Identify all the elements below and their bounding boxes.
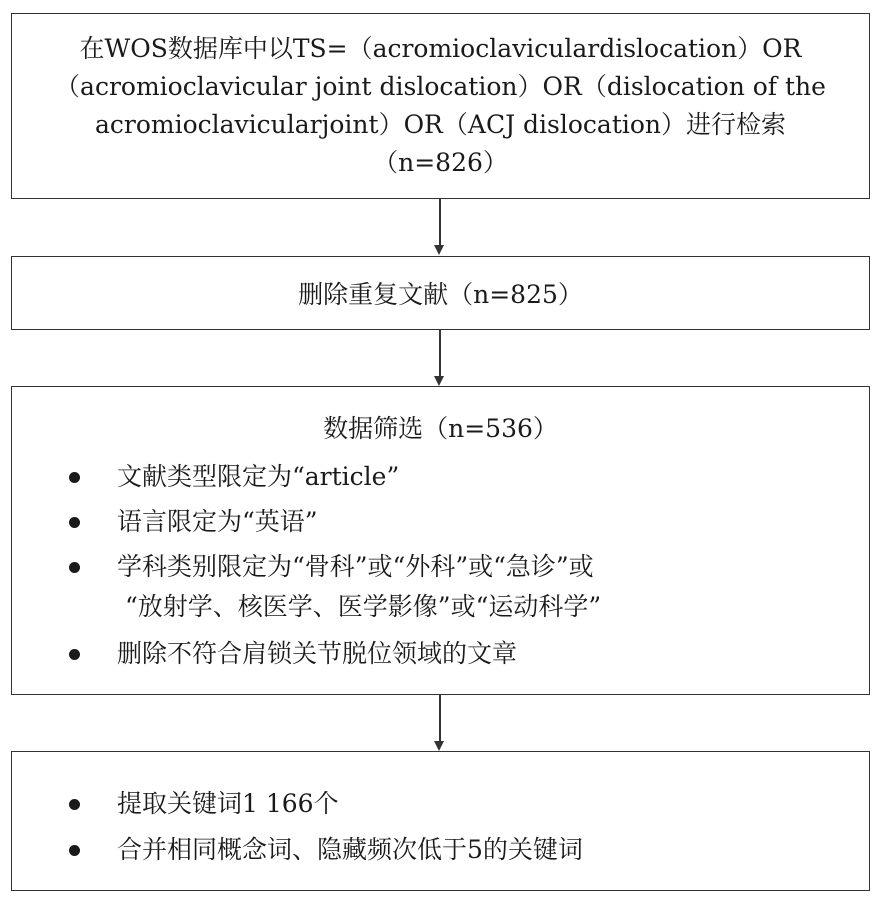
screening-list: [12, 457, 869, 679]
bullet-icon: [69, 799, 80, 810]
list-item: 文献类型限定为“article”: [12, 457, 869, 502]
search-count: （n=826）: [373, 148, 508, 177]
dedupe-label: 删除重复文献（n=825）: [298, 280, 583, 309]
screening-title: 数据筛选（n=536）: [323, 414, 558, 443]
list-item-continuation: “放射学、核医学、医学影像”或“运动科学”: [125, 592, 602, 621]
dedupe-box: [11, 256, 870, 330]
bullet-icon: [69, 472, 80, 483]
search-line-1: 在WOS数据库中以TS=（acromioclaviculardislocation）OR: [79, 34, 802, 63]
keyword-box: [11, 751, 870, 891]
list-item: 语言限定为“英语”: [12, 502, 869, 547]
list-item: 合并相同概念词、隐藏频次低于5的关键词: [12, 830, 869, 876]
screening-box: [11, 386, 870, 695]
bullet-icon: [69, 649, 80, 660]
list-item: 删除不符合肩锁关节脱位领域的文章: [12, 634, 869, 679]
search-line-3: acromioclavicularjoint）OR（ACJ dislocation）进行检索: [94, 110, 787, 139]
list-item: 学科类别限定为“骨科”或“外科”或“急诊”或 “放射学、核医学、医学影像”或“运动科学”: [12, 547, 869, 634]
bullet-icon: [69, 517, 80, 528]
keyword-list: [12, 784, 869, 876]
list-item: 提取关键词1 166个: [12, 784, 869, 830]
search-box: [11, 13, 870, 199]
bullet-icon: [69, 562, 80, 573]
bullet-icon: [69, 845, 80, 856]
search-line-2: （acromioclavicular joint dislocation）OR（dislocation of the: [55, 72, 826, 101]
